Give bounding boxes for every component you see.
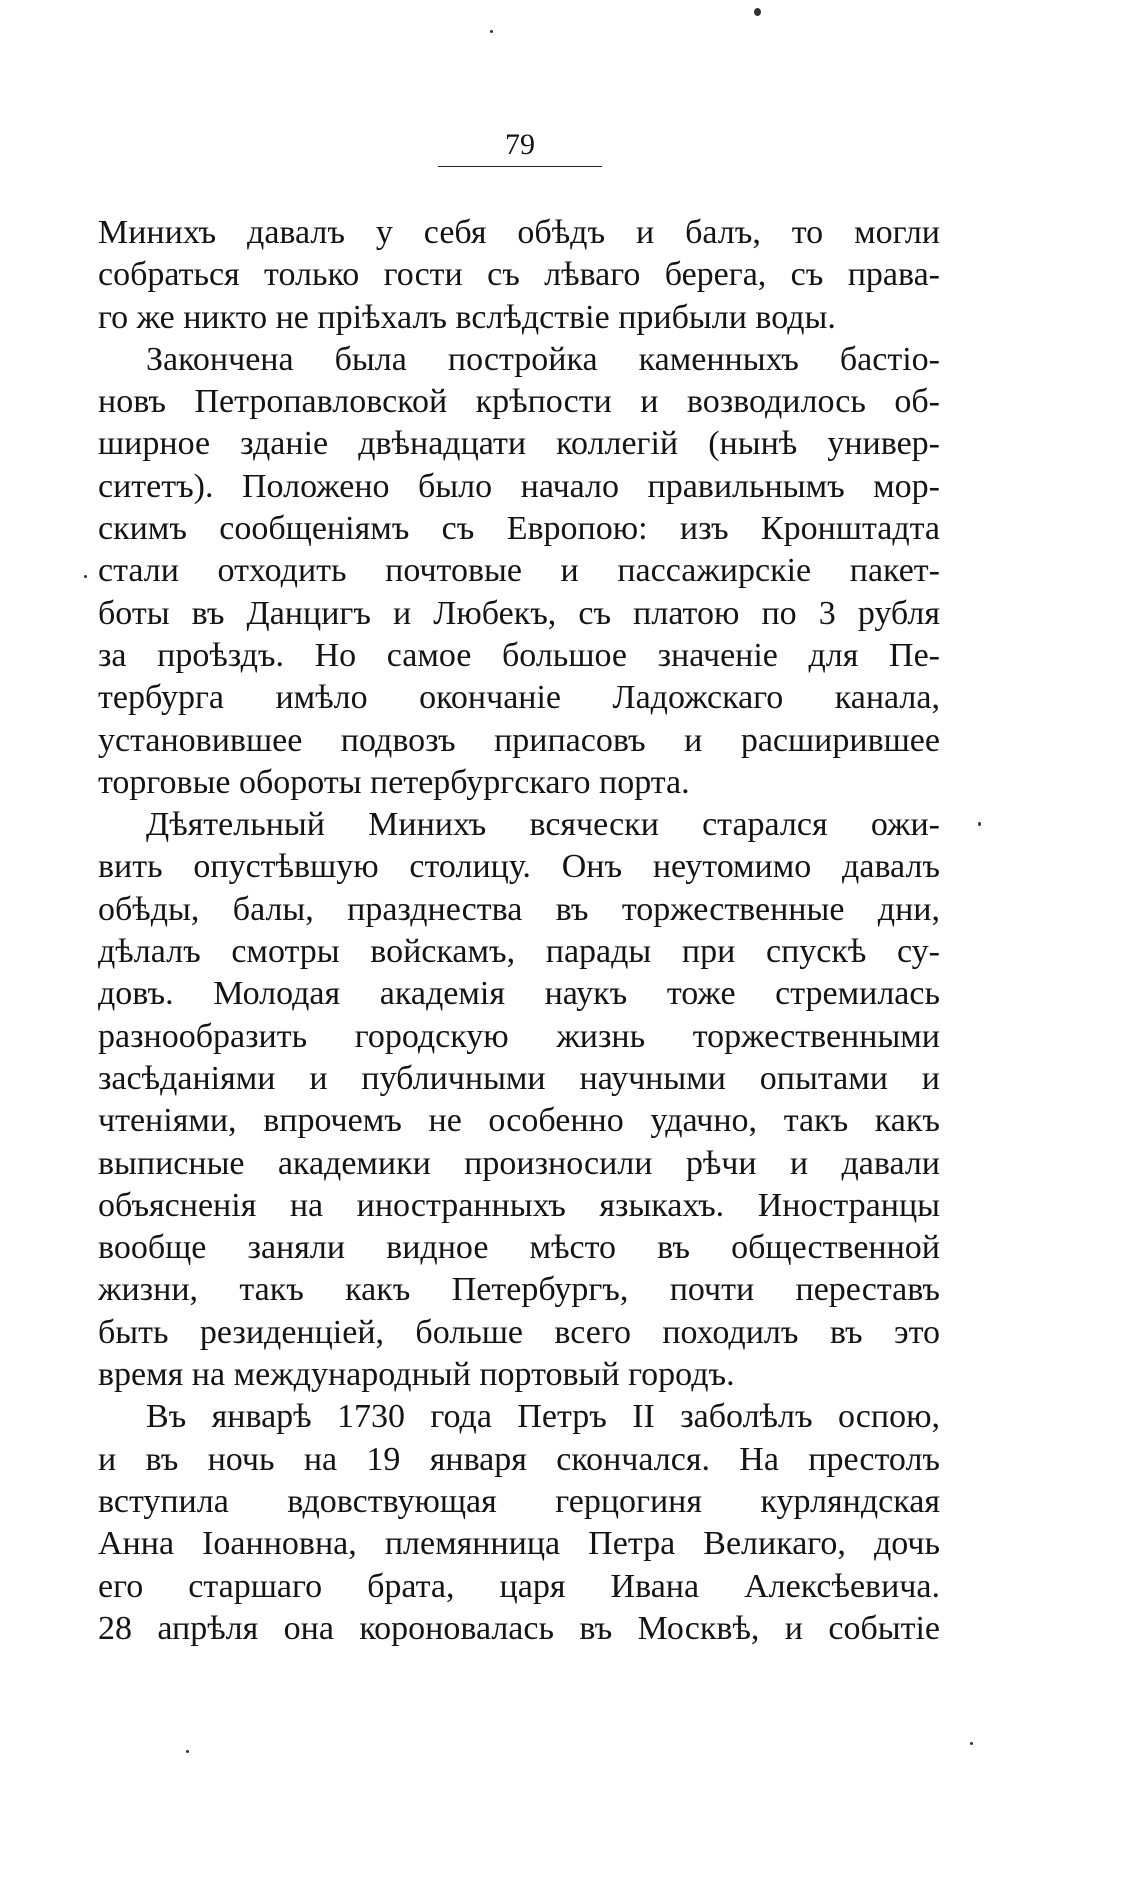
paragraph-4 — [98, 1396, 940, 1650]
text-line: за проѣздъ. Но самое большое значеніе для Пе- — [98, 636, 940, 674]
text-line: его старшаго брата, царя Ивана Алексѣевича. — [98, 1567, 940, 1605]
text-line: стали отходить почтовые и пассажирскіе пакет- — [98, 552, 940, 590]
text-line: ширное зданіе двѣнадцати коллегій (нынѣ универ- — [98, 425, 940, 463]
paragraph-2 — [98, 339, 940, 804]
text-line: установившее подвозъ припасовъ и расширившее — [98, 721, 940, 759]
text-line: скимъ сообщеніямъ съ Европою: изъ Кронштадта — [98, 510, 940, 548]
text-line: и въ ночь на 19 января скончался. На престолъ — [98, 1440, 940, 1478]
text-line: новъ Петропавловской крѣпости и возводилось об- — [98, 383, 940, 421]
text-line: 28 апрѣля она короновалась въ Москвѣ, и событіе — [98, 1609, 940, 1647]
text-line: жизни, такъ какъ Петербургъ, почти переставъ — [98, 1271, 940, 1309]
text-line: Въ январѣ 1730 года Петръ II заболѣлъ оспою, — [146, 1398, 940, 1436]
text-line: Анна Іоанновна, племянница Петра Великаго, дочь — [98, 1525, 940, 1563]
text-line: боты въ Данцигъ и Любекъ, съ платою по 3 рубля — [98, 594, 940, 632]
text-line: чтеніями, впрочемъ не особенно удачно, такъ какъ — [98, 1102, 940, 1140]
text-line: тербурга имѣло окончаніе Ладожскаго канала, — [98, 679, 940, 717]
scan-speck — [754, 8, 761, 16]
text-line: обѣды, балы, празднества въ торжественные дни, — [98, 890, 940, 928]
text-line: объясненія на иностранныхъ языкахъ. Иностранцы — [98, 1186, 940, 1224]
text-line: время на международный портовый городъ. — [98, 1356, 735, 1394]
text-line: собраться только гости съ лѣваго берега, съ права- — [98, 256, 940, 294]
text-line: быть резиденціей, больше всего походилъ въ это — [98, 1313, 940, 1351]
text-line: вступила вдовствующая герцогиня курляндская — [98, 1482, 940, 1520]
page-number-rule — [438, 166, 602, 167]
text-line: разнообразить городскую жизнь торжественными — [98, 1017, 940, 1055]
scan-speck — [490, 30, 493, 33]
text-line: дѣлалъ смотры войскамъ, парады при спускѣ су- — [98, 933, 940, 971]
text-line: торговые обороты петербургскаго порта. — [98, 763, 690, 801]
paragraph-3 — [98, 804, 940, 1396]
body-text — [98, 212, 940, 1650]
scan-speck — [978, 822, 981, 826]
text-line: го же никто не пріѣхалъ вслѣдствіе прибыли воды. — [98, 298, 836, 336]
text-line: Закончена была постройка каменныхъ бастіо- — [146, 340, 940, 378]
text-line: Дѣятельный Минихъ всячески старался ожи- — [146, 806, 940, 844]
text-line: выписные академики произносили рѣчи и давали — [98, 1144, 940, 1182]
text-line: ситетъ). Положено было начало правильнымъ мор- — [98, 467, 940, 505]
text-line: довъ. Молодая академія наукъ тоже стремилась — [98, 975, 940, 1013]
text-line: засѣданіями и публичными научными опытами и — [98, 1059, 940, 1097]
text-line: вообще заняли видное мѣсто въ общественной — [98, 1229, 940, 1267]
scan-speck — [186, 1750, 189, 1753]
text-line: Минихъ давалъ у себя обѣдъ и балъ, то могли — [98, 214, 940, 251]
text-line: вить опустѣвшую столицу. Онъ неутомимо давалъ — [98, 848, 940, 886]
paragraph-1 — [98, 212, 940, 339]
scan-speck — [84, 575, 87, 578]
page-number: 79 — [505, 128, 535, 161]
scan-speck — [970, 1742, 973, 1745]
